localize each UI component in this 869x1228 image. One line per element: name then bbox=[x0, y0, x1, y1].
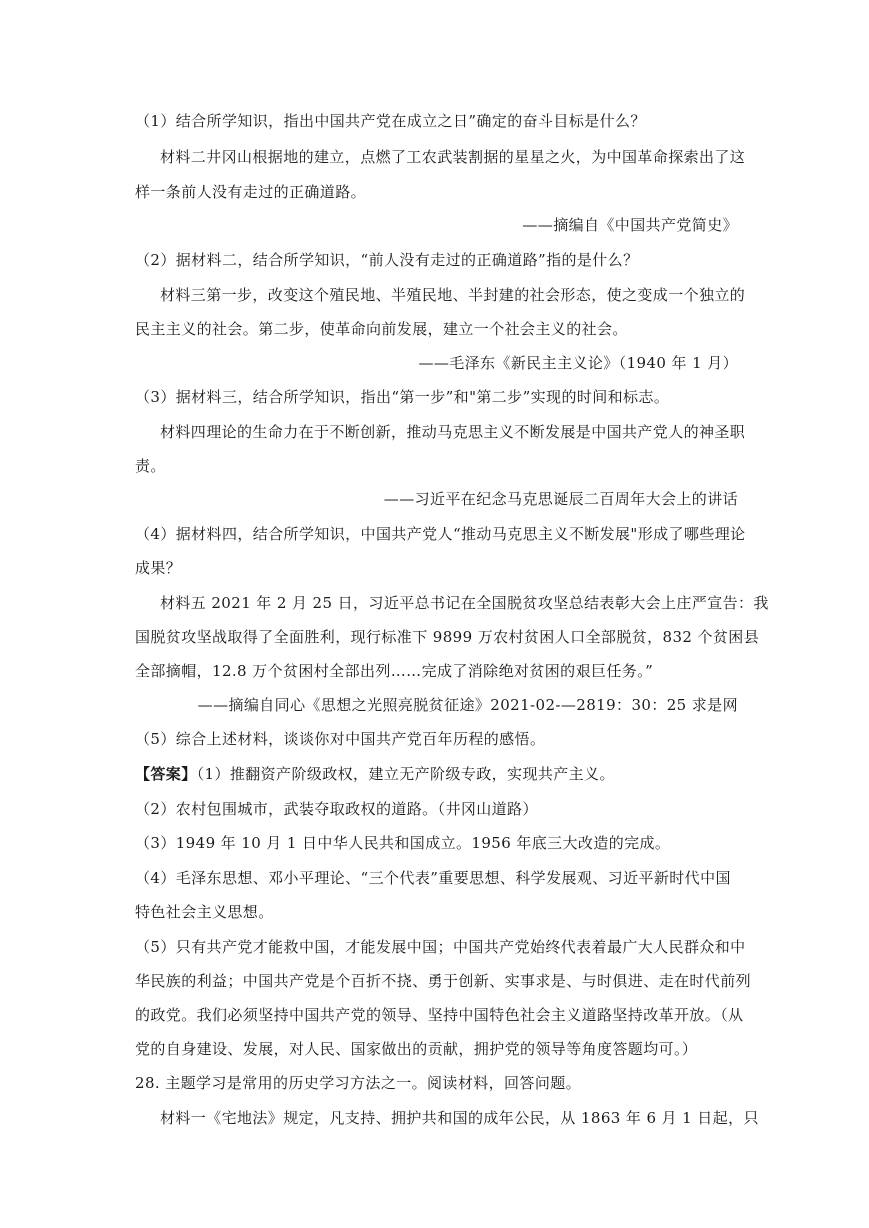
answer-2: （2）农村包围城市，武装夺取政权的道路。（井冈山道路） bbox=[135, 800, 538, 818]
material-5-paragraph: 材料五 2021 年 2 月 25 日，习近平总书记在全国脱贫攻坚总结表彰大会上庄严宣告：我 bbox=[160, 594, 769, 612]
material-5-paragraph-cont: 全部摘帽，12.8 万个贫困村全部出列……完成了消除绝对贫困的艰巨任务。” bbox=[135, 662, 654, 680]
answer-5-cont: 党的自身建设、发展，对人民、国家做出的贡献，拥护党的领导等角度答题均可。） bbox=[135, 1040, 698, 1058]
material-4-paragraph-cont: 责。 bbox=[135, 457, 166, 475]
answer-label: 【答案】 bbox=[135, 765, 197, 783]
material-2-paragraph: 材料二井冈山根据地的建立，点燃了工农武装割据的星星之火，为中国革命探索出了这 bbox=[160, 148, 746, 166]
source-citation: ——习近平在纪念马克思诞辰二百周年大会上的讲话 bbox=[383, 490, 738, 508]
answer-5-cont: 华民族的利益；中国共产党是个百折不挠、勇于创新、实事求是、与时俱进、走在时代前列 bbox=[135, 972, 752, 990]
answer-5-cont: 的政党。我们必须坚持中国共产党的领导、坚持中国特色社会主义道路坚持改革开放。（从 bbox=[135, 1006, 744, 1024]
question-28-heading: 28. 主题学习是常用的历史学习方法之一。阅读材料，回答问题。 bbox=[135, 1074, 582, 1092]
answer-1 bbox=[135, 764, 615, 784]
material-3-paragraph: 材料三第一步，改变这个殖民地、半殖民地、半封建的社会形态，使之变成一个独立的 bbox=[160, 286, 746, 304]
answer-5: （5）只有共产党才能救中国，才能发展中国；中国共产党始终代表着最广大人民群众和中 bbox=[135, 938, 746, 956]
question-5: （5）综合上述材料，谈谈你对中国共产党百年历程的感悟。 bbox=[135, 730, 546, 748]
source-citation: ——摘编自同心《思想之光照亮脱贫征途》2021-02-—2819：30：25 求是网 bbox=[197, 696, 738, 714]
question-1: （1）结合所学知识，指出中国共产党在成立之日”确定的奋斗目标是什么？ bbox=[135, 112, 646, 130]
question-2: （2）据材料二，结合所学知识，“前人没有走过的正确道路”指的是什么？ bbox=[135, 251, 639, 269]
source-citation: ——毛泽东《新民主主义论》（1940 年 1 月） bbox=[418, 354, 738, 372]
answer-4: （4）毛泽东思想、邓小平理论、“三个代表”重要思想、科学发展观、习近平新时代中国 bbox=[135, 869, 731, 887]
material-2-paragraph-cont: 样一条前人没有走过的正确道路。 bbox=[135, 183, 367, 201]
question-4: （4）据材料四，结合所学知识，中国共产党人“推动马克思主义不断发展"形成了哪些理论 bbox=[135, 525, 746, 543]
answer-4-cont: 特色社会主义思想。 bbox=[135, 903, 274, 921]
material-5-paragraph-cont: 国脱贫攻坚战取得了全面胜利，现行标准下 9899 万农村贫困人口全部脱贫，832 个贫困县 bbox=[135, 628, 760, 646]
source-citation: ——摘编自《中国共产党简史》 bbox=[522, 216, 738, 234]
question-3: （3）据材料三，结合所学知识，指出“第一步”和"第二步”实现的时间和标志。 bbox=[135, 388, 670, 406]
material-1-paragraph: 材料一《宅地法》规定，凡支持、拥护共和国的成年公民，从 1863 年 6 月 1 日起，只 bbox=[160, 1109, 759, 1127]
question-4-cont: 成果？ bbox=[135, 559, 182, 577]
material-3-paragraph-cont: 民主主义的社会。第二步，使革命向前发展，建立一个社会主义的社会。 bbox=[135, 320, 628, 338]
material-4-paragraph: 材料四理论的生命力在于不断创新，推动马克思主义不断发展是中国共产党人的神圣职 bbox=[160, 423, 746, 441]
answer-1-text: （1）推翻资产阶级政权，建立无产阶级专政，实现共产主义。 bbox=[196, 765, 615, 783]
answer-3: （3）1949 年 10 月 1 日中华人民共和国成立。1956 年底三大改造的完成。 bbox=[135, 834, 671, 852]
